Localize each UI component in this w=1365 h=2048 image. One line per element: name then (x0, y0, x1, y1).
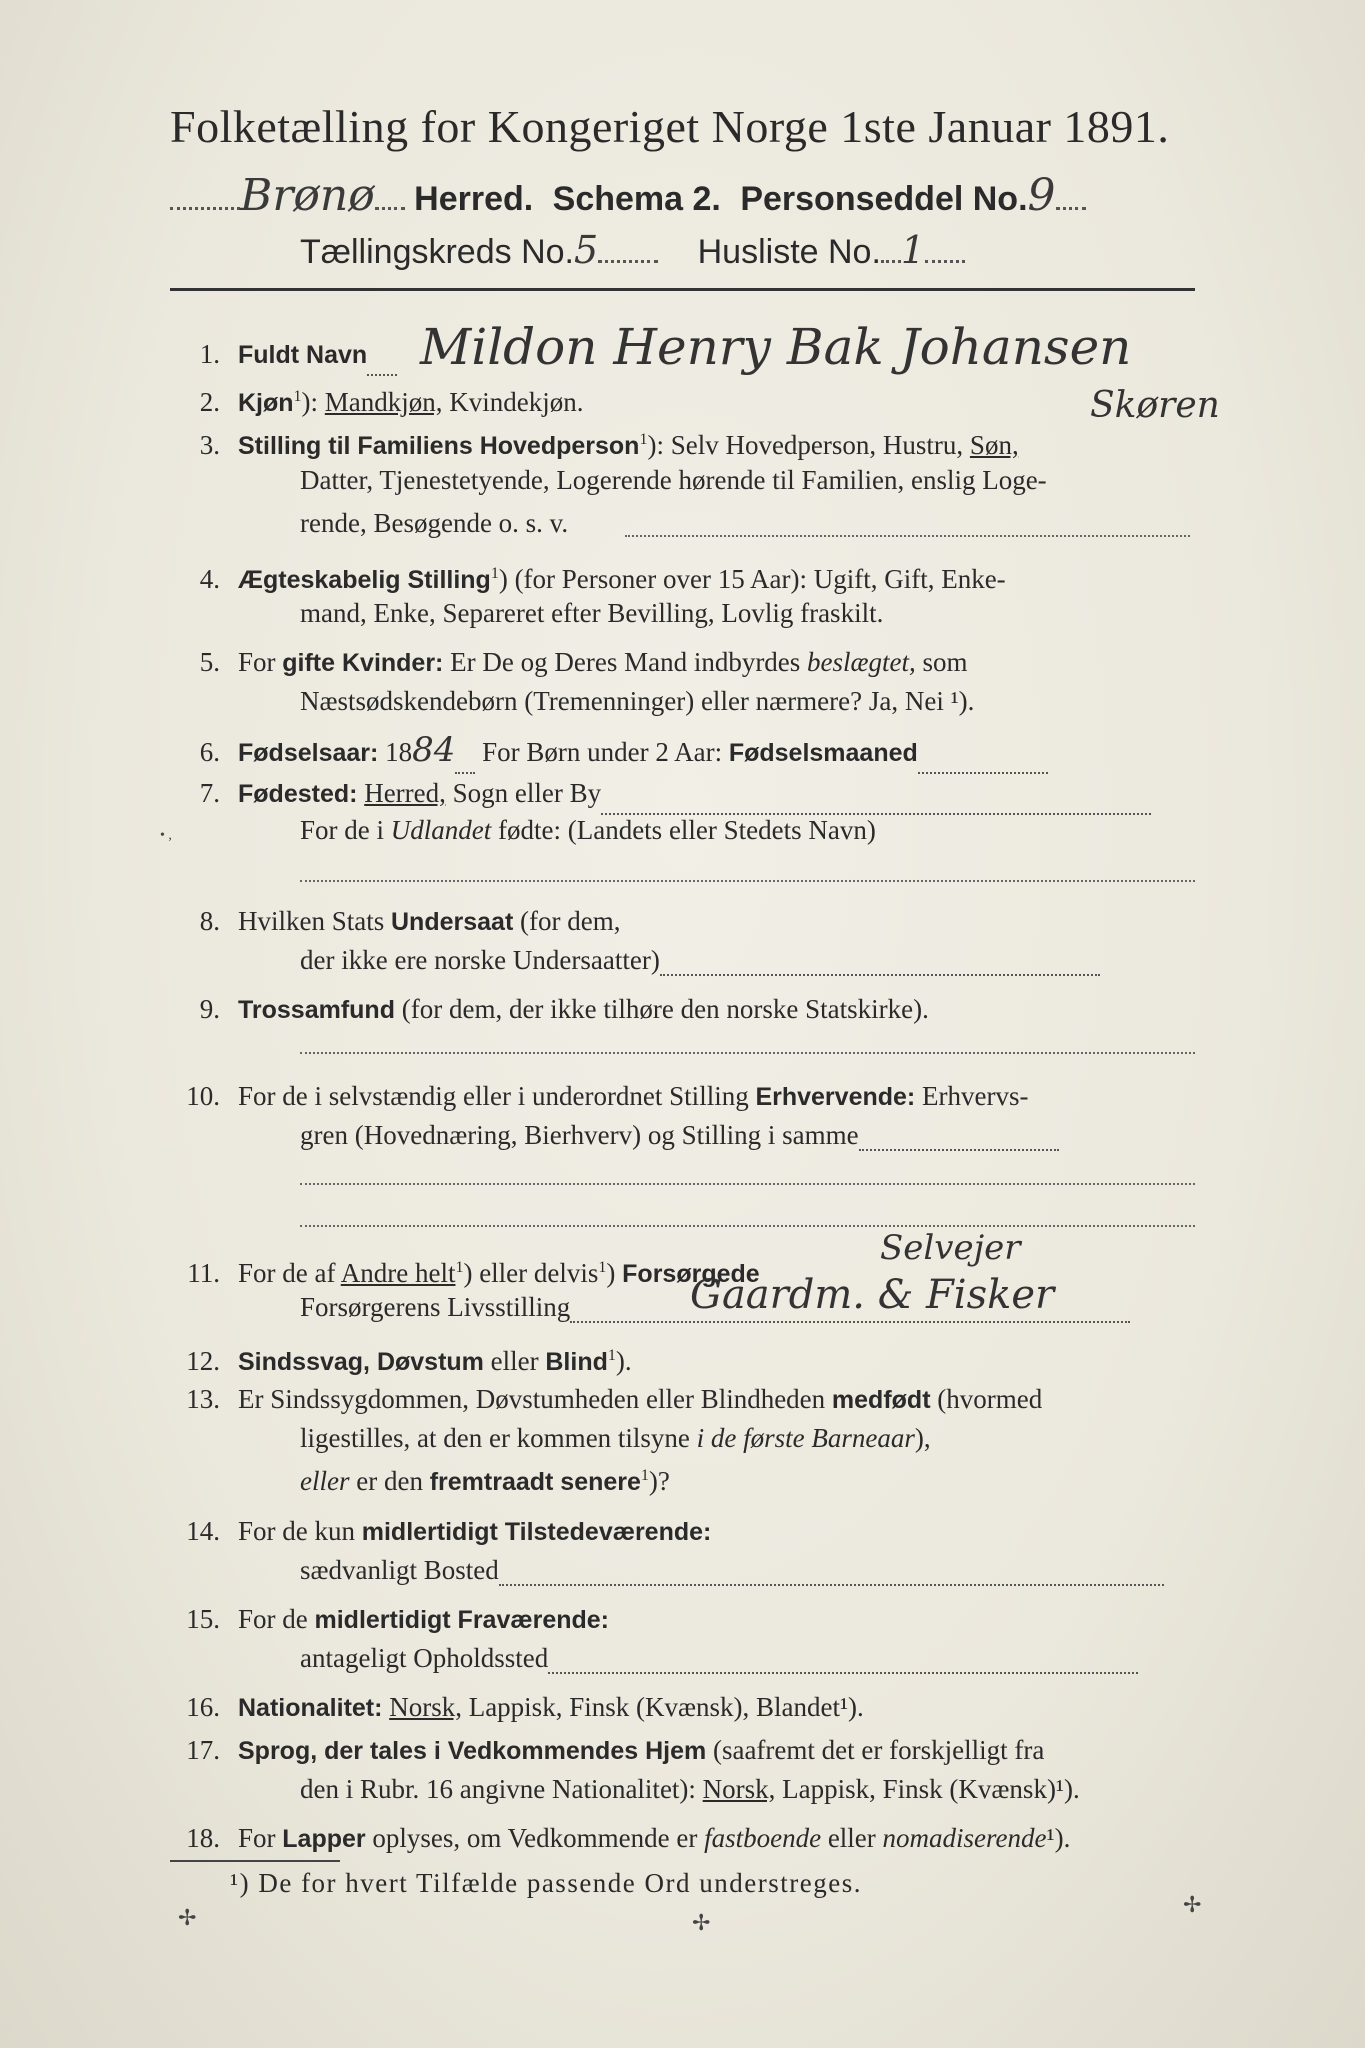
item-8-label: Undersaat (391, 908, 514, 936)
item-7-label: Fødested: (238, 780, 358, 808)
item-3-line3: rende, Besøgende o. s. v. (300, 508, 569, 538)
item-5-label: gifte Kvinder: (282, 649, 444, 677)
item-6-text: For Børn under 2 Aar: (475, 737, 729, 767)
kreds-label: Tællingskreds No. (300, 233, 574, 271)
item-7-line2-a: For de i (300, 815, 391, 845)
birth-year-value: 84 (412, 730, 456, 770)
item-4-text: ) (for Personer over 15 Aar): Ugift, Gift, Enke- (498, 564, 1006, 594)
item-12-text: eller (483, 1346, 546, 1376)
item-12-tail: ). (615, 1346, 632, 1376)
item-17-line2-b: Lappisk, Finsk (Kvænsk)¹). (775, 1774, 1080, 1804)
item-18-italic-2: nomadiserende (882, 1823, 1047, 1853)
item-18-label: Lapper (282, 1825, 366, 1853)
birth-month-label: Fødselsmaaned (728, 739, 918, 767)
item-7-number: 7. (199, 778, 220, 808)
footnote-ref: 1 (640, 1467, 649, 1484)
item-10-text: For de i selvstændig eller i underordnet Stilling (238, 1081, 756, 1111)
item-2 (170, 376, 1200, 424)
item-17 (170, 1729, 1200, 1772)
option-andre-helt: Andre helt (340, 1258, 456, 1288)
item-9-label: Trossamfund (238, 996, 395, 1024)
item-13-label: medfødt (831, 1386, 931, 1414)
item-7-fill-line (300, 880, 1195, 882)
option-herred: Herred, (364, 778, 446, 808)
item-13-line2-b: ), (914, 1423, 931, 1453)
footnote-ref: 1 (455, 1259, 464, 1276)
item-15-line2 (300, 1643, 1138, 1674)
footnote-ref: 1 (639, 431, 648, 448)
footnote-rule (170, 1860, 340, 1862)
item-12 (170, 1335, 1200, 1383)
item-4-number: 4. (199, 564, 220, 594)
item-13-line3 (300, 1466, 670, 1497)
item-17-line2-a: den i Rubr. 16 angivne Nationalitet): (300, 1774, 703, 1804)
item-14-line2-text: sædvanligt Bosted (300, 1555, 499, 1585)
footnote-ref: 1 (607, 1347, 616, 1364)
form-title: Folketælling for Kongeriget Norge 1ste Januar 1891. (170, 101, 1170, 152)
schema-label: Schema 2. (552, 180, 721, 218)
kreds-value: 5 (573, 228, 599, 272)
forsorgede-value: Selvejer (880, 1228, 1021, 1268)
option-norsk-sprog: Norsk, (702, 1774, 776, 1804)
item-5 (170, 641, 1200, 684)
item-10-label: Erhvervende: (755, 1083, 916, 1111)
option-mandkjon: Mandkjøn, (324, 387, 443, 417)
item-7-line2 (300, 815, 876, 846)
item-8-text: Hvilken Stats (238, 906, 391, 936)
item-17-label: Sprog, der tales i Vedkommendes Hjem (238, 1737, 707, 1765)
item-18-tail: ¹). (1046, 1823, 1071, 1853)
option-norsk: Norsk, (389, 1692, 462, 1722)
item-11-number: 11. (187, 1258, 220, 1288)
item-13-text: Er Sindssygdommen, Døvstumheden eller Blindheden (238, 1384, 832, 1414)
item-14-label: midlertidigt Tilstedeværende: (361, 1518, 712, 1546)
item-7-line2-italic: Udlandet (390, 815, 492, 845)
item-1-label: Fuldt Navn (238, 341, 368, 369)
item-17-line2 (300, 1774, 1080, 1805)
item-4-line2: mand, Enke, Separeret efter Bevilling, Lovlig fraskilt. (300, 598, 884, 628)
item-5-text: Er De og Deres Mand indbyrdes (443, 647, 808, 677)
item-15-text: For de (238, 1604, 315, 1634)
item-3-line2: Datter, Tjenestetyende, Logerende hørende til Familien, enslig Loge- (300, 465, 1047, 495)
item-10-line2 (300, 1120, 1059, 1151)
item-10-fill-line-1 (300, 1183, 1195, 1185)
item-8-text-end: (for dem, (513, 906, 621, 936)
item-2-text: ): (301, 387, 325, 417)
item-13-text-end: (hvormed (930, 1384, 1043, 1414)
item-10 (170, 1075, 1200, 1118)
item-2-number: 2. (199, 387, 220, 417)
item-16-text: Lappisk, Finsk (Kvænsk), Blandet¹). (461, 1692, 864, 1722)
item-14-number: 14. (186, 1516, 220, 1546)
item-18-text: For (238, 1823, 283, 1853)
item-10-text-end: Erhvervs- (915, 1081, 1029, 1111)
item-13-line3-b: )? (648, 1466, 670, 1496)
item-15-line2-text: antageligt Opholdssted (300, 1643, 549, 1673)
item-6 (170, 729, 1200, 774)
item-16-number: 16. (186, 1692, 220, 1722)
item-3-fill-line (625, 535, 1190, 537)
item-7-line2-b: fødte: (Landets eller Stedets Navn) (491, 815, 876, 845)
item-16 (170, 1686, 1200, 1729)
option-kvindekjon: Kvindekjøn. (442, 387, 584, 417)
herred-line (170, 170, 1086, 221)
item-14-line2 (300, 1555, 1164, 1586)
item-10-number: 10. (186, 1081, 220, 1111)
item-5-number: 5. (199, 647, 220, 677)
item-18-italic-1: fastboende (704, 1823, 822, 1853)
item-15-number: 15. (186, 1604, 220, 1634)
item-18-text-b: oplyses, om Vedkommende er (365, 1823, 705, 1853)
footnote: ¹) De for hvert Tilfælde passende Ord understreges. (230, 1868, 862, 1898)
item-9 (170, 988, 1200, 1031)
item-12-number: 12. (186, 1346, 220, 1376)
item-13-line3-label: fremtraadt senere (429, 1468, 641, 1496)
item-13-line3-a: er den (349, 1466, 430, 1496)
item-8 (170, 900, 1200, 943)
item-11-line2-text: Forsørgerens Livsstilling (300, 1292, 571, 1322)
item-10-line2-text: gren (Hovednæring, Bierhverv) og Stilling i samme (300, 1120, 859, 1150)
herred-label: Herred. (414, 180, 534, 218)
item-11-text: For de af (238, 1258, 341, 1288)
registration-mark-center: ✢ (692, 1910, 711, 1935)
item-8-number: 8. (199, 906, 220, 936)
full-name-value-cont: Skøren (1090, 385, 1220, 426)
item-12-label: Sindssvag, Døvstum (238, 1348, 484, 1376)
personseddel-value: 9 (1027, 170, 1056, 221)
husliste-value: 1 (900, 228, 926, 272)
margin-mark: • , (160, 828, 172, 843)
registration-mark-left: ✢ (178, 1905, 197, 1930)
item-9-fill-line (300, 1052, 1195, 1054)
item-5-text-end: som (915, 647, 968, 677)
item-5-italic: beslægtet, (807, 647, 916, 677)
item-3-number: 3. (199, 430, 220, 460)
item-15-label: midlertidigt Fraværende: (314, 1606, 609, 1634)
footnote-ref: 1 (490, 565, 499, 582)
item-13-line2-a: ligestilles, at den er kommen tilsyne (300, 1423, 697, 1453)
item-16-label: Nationalitet: (238, 1694, 383, 1722)
item-11-text-b: ) eller delvis (463, 1258, 599, 1288)
item-17-text: (saafremt det er forskjelligt fra (706, 1735, 1045, 1765)
item-12-label2: Blind (545, 1348, 608, 1376)
item-6-number: 6. (199, 737, 220, 767)
item-9-number: 9. (199, 994, 220, 1024)
footnote-ref: 1 (598, 1259, 607, 1276)
header-rule (170, 288, 1195, 291)
item-8-line2 (300, 945, 1100, 976)
option-son: Søn, (969, 430, 1019, 460)
item-2-label: Kjøn (238, 389, 294, 417)
birth-year-prefix: 18 (378, 737, 413, 767)
item-18 (170, 1817, 1200, 1860)
item-13-line2 (300, 1423, 931, 1454)
item-5-line2: Næstsødskendebørn (Tremenninger) eller nærmere? Ja, Nei ¹). (300, 686, 975, 716)
item-3-label: Stilling til Familiens Hovedperson (238, 432, 640, 460)
forsorger-livsstilling-value: Gaardm. & Fisker (690, 1272, 1055, 1318)
personseddel-label: Personseddel No. (740, 180, 1028, 218)
item-6-label: Fødselsaar: (238, 739, 379, 767)
husliste-label: Husliste No. (697, 233, 881, 271)
item-11-text-c: ) (606, 1258, 623, 1288)
item-5-prefix: For (238, 647, 283, 677)
item-8-line2-text: der ikke ere norske Undersaatter) (300, 945, 660, 975)
item-14 (170, 1510, 1200, 1553)
item-17-number: 17. (186, 1735, 220, 1765)
item-13-number: 13. (186, 1384, 220, 1414)
herred-value: Brønø (240, 170, 375, 221)
item-3-text: ): Selv Hovedperson, Hustru, (647, 430, 970, 460)
footnote-ref: 1 (293, 388, 302, 405)
item-3 (170, 419, 1200, 467)
item-14-text: For de kun (238, 1516, 362, 1546)
item-13 (170, 1378, 1200, 1421)
item-10-fill-line-2 (300, 1225, 1195, 1227)
full-name-value: Mildon Henry Bak Johansen (420, 318, 1132, 376)
registration-mark-right: ✢ (1183, 1892, 1202, 1917)
item-9-text: (for dem, der ikke tilhøre den norske Statskirke). (394, 994, 929, 1024)
item-7-text: Sogn eller By (445, 778, 602, 808)
item-18-text-c: eller (821, 1823, 883, 1853)
item-7 (170, 772, 1200, 815)
item-4-label: Ægteskabelig Stilling (238, 566, 491, 594)
item-11-label: Forsørgede (622, 1260, 760, 1288)
item-1-number: 1. (199, 339, 220, 369)
item-15 (170, 1598, 1200, 1641)
item-4 (170, 553, 1200, 601)
item-13-line2-italic: i de første Barneaar (696, 1423, 915, 1453)
kreds-line (300, 228, 965, 272)
item-18-number: 18. (186, 1823, 220, 1853)
item-13-line3-italic: eller (300, 1466, 350, 1496)
